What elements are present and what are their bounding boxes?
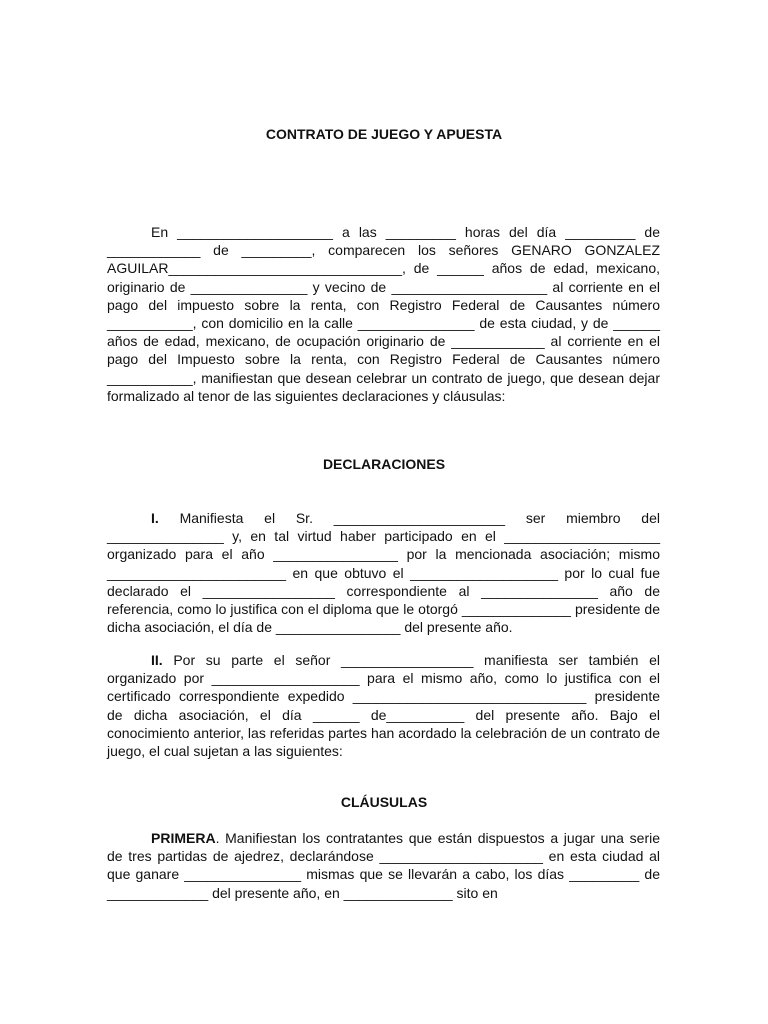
intro-paragraph: [107, 223, 660, 405]
declaracion-1-text: Manifiesta el Sr. ______________________ ser miembro del _______________ y, en tal virtud haber participado en el ____________________ organizado para el año ________________ por la mencionada asociación; mismo _______________________ en que obtuvo el ___________________ por lo cual fue declarado el _________________ correspondiente al _______________ año de referencia, como lo justifica con el diploma que le otorgó ______________ presidente de dicha asociación, el día de ________________ del presente año.: [107, 510, 660, 636]
clausulas-heading: CLÁUSULAS: [340, 794, 428, 810]
clausula-primera-text: . Manifiestan los contratantes que están dispuestos a jugar una serie de tres partidas de ajedrez, declarándose _____________________ en esta ciudad al que ganare _______________ mismas que se llevarán a cabo, los días _________ de _____________ del presente año, en ______________ sito en: [107, 830, 660, 901]
clausula-primera-label: PRIMERA: [151, 830, 216, 846]
document-title: CONTRATO DE JUEGO Y APUESTA: [265, 126, 503, 142]
intro-text: En ____________________ a las _________ horas del día _________ de ____________ de _________, comparecen los señores GENARO GONZALEZ AGUILAR______________________________, de ______ años de edad, mexicano, originario de _______________ y vecino de ____________________ al corriente en el pago del impuesto sobre la renta, con Registro Federal de Causantes número ___________, con domicilio en la calle _______________ de esta ciudad, y de ______ años de edad, mexicano, de ocupación originario de ____________ al corriente en el pago del Impuesto sobre la renta, con Registro Federal de Causantes número ___________, manifiestan que desean celebrar un contrato de juego, que desean dejar formalizado al tenor de las siguientes declaraciones y cláusulas:: [107, 224, 660, 404]
declaracion-2: [107, 651, 660, 760]
declaraciones-heading: DECLARACIONES: [322, 456, 446, 472]
declaracion-2-number: II.: [151, 652, 163, 668]
declaracion-1: [107, 509, 660, 636]
declaracion-2-text: Por su parte el señor _________________ manifiesta ser también el organizado por ___________________ para el mismo año, como lo justifica con el certificado correspondiente expedido ______________________________ presidente de dicha asociación, el día ______ de__________ del presente año. Bajo el conocimiento anterior, las referidas partes han acordado la celebración de un contrato de juego, el cual sujetan a las siguientes:: [107, 652, 660, 760]
clausula-primera: [107, 829, 660, 902]
declaracion-1-number: I.: [151, 510, 159, 526]
